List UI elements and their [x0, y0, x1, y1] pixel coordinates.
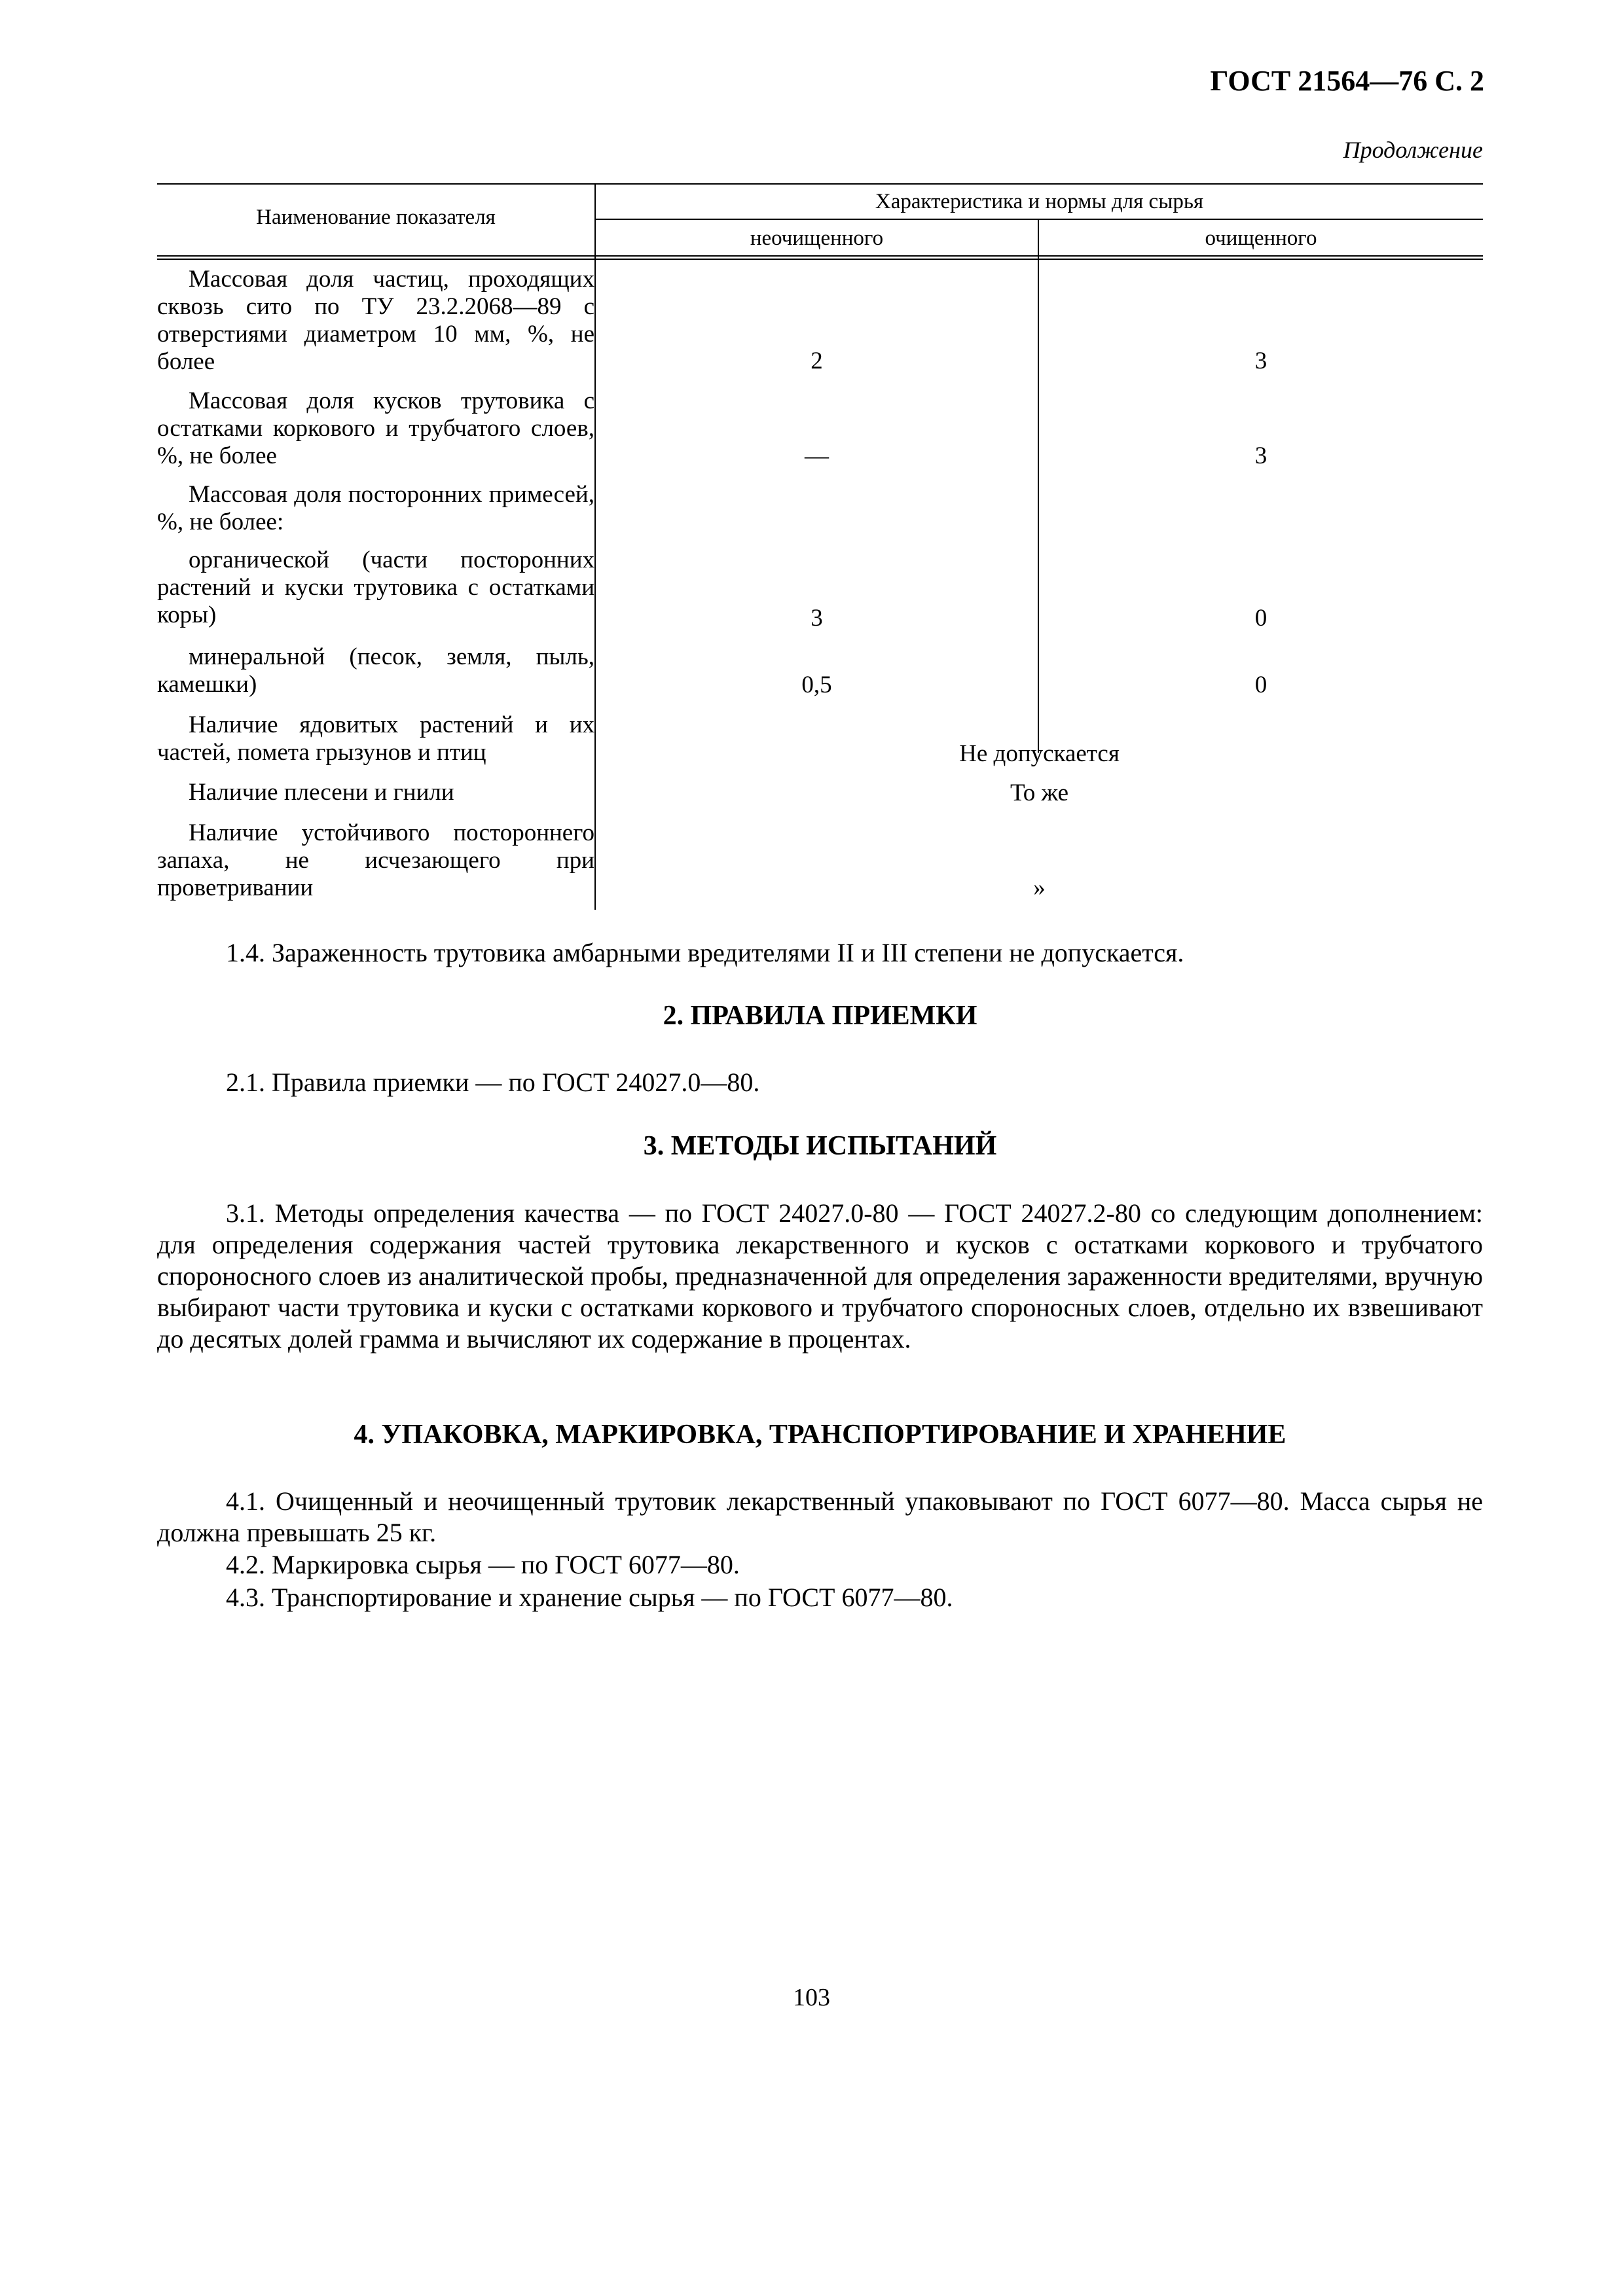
table-cell-raw: 0,5 [801, 672, 832, 698]
header-group-rule [596, 219, 1483, 220]
table-top-rule [157, 183, 1483, 185]
standard-reference: ГОСТ 21564—76 С. 2 [1210, 65, 1484, 97]
paragraph-2-1: 2.1. Правила приемки — по ГОСТ 24027.0—80. [226, 1067, 760, 1097]
norms-table [157, 183, 1483, 910]
table-cell-clean: 0 [1254, 605, 1267, 632]
table-cell-clean: 0 [1254, 672, 1267, 698]
table-cell-merged: Не допускается [959, 740, 1120, 767]
table-row-name: Наличие плесени и гнили [189, 779, 454, 806]
table-row-name: органической (части посторонних растений и куски трутовика с остатками коры) [157, 547, 594, 628]
section-heading-2: 2. ПРАВИЛА ПРИЕМКИ [663, 1001, 977, 1031]
table-cell-raw: 3 [811, 605, 823, 632]
header-bottom-rule [157, 255, 1483, 257]
header-bottom-rule-double [157, 259, 1483, 260]
header-group: Характеристика и нормы для сырья [875, 190, 1204, 213]
paragraph-3-1: 3.1. Методы определения качества — по ГОСТ 24027.0-80 — ГОСТ 24027.2-80 со следующим дополнением: для определения содержания частей трутовика лекарственного и кусков с остатками коркового и трубчатого спороносного слоев из аналитической пробы, предназначенной для определения зараженности вредителями, вручную выбирают части трутовика и куски с остатками коркового и трубчатого спороносных слоев, отдельно их взвешивают до десятых долей грамма и вычисляют их содержание в процентах. [157, 1198, 1483, 1354]
paragraph-1-4: 1.4. Зараженность трутовика амбарными вредителями II и III степени не допускается. [226, 938, 1184, 967]
table-cell-clean: 3 [1254, 442, 1267, 469]
header-clean-column: очищенного [1205, 226, 1317, 250]
table-row-name: минеральной (песок, земля, пыль, камешки) [157, 643, 594, 698]
table-row-name: Наличие устойчивого постороннего запаха, не исчезающего при проветривании [157, 819, 594, 901]
header-raw-column: неочищенного [750, 226, 884, 250]
table-cell-merged: » [1033, 874, 1046, 901]
table-row-name: Массовая доля посторонних примесей, %, не более: [157, 481, 594, 535]
table-cell-raw: — [805, 442, 829, 469]
table-cell-clean: 3 [1254, 348, 1267, 374]
paragraph-4-3: 4.3. Транспортирование и хранение сырья — по ГОСТ 6077—80. [226, 1583, 953, 1612]
paragraph-4-2: 4.2. Маркировка сырья — по ГОСТ 6077—80. [226, 1550, 740, 1579]
section-heading-4: 4. УПАКОВКА, МАРКИРОВКА, ТРАНСПОРТИРОВАНИЕ И ХРАНЕНИЕ [354, 1420, 1286, 1450]
section-heading-3: 3. МЕТОДЫ ИСПЫТАНИЙ [643, 1131, 997, 1161]
table-row-name: Наличие ядовитых растений и их частей, помета грызунов и птиц [157, 711, 594, 766]
table-cell-raw: 2 [811, 348, 823, 374]
table-row-name: Массовая доля частиц, проходящих сквозь сито по ТУ 23.2.2068—89 с отверстиями диаметром 10 мм, %, не более [157, 266, 594, 375]
table-cell-merged: То же [1010, 780, 1069, 806]
continuation-label: Продолжение [1343, 137, 1483, 163]
page-number: 103 [793, 1984, 830, 2011]
paragraph-4-1: 4.1. Очищенный и неочищенный трутовик лекарственный упаковывают по ГОСТ 6077—80. Масса сырья не должна превышать 25 кг. [157, 1486, 1483, 1547]
table-row-name: Массовая доля кусков трутовика с остатками коркового и трубчатого слоев, %, не более [157, 387, 594, 469]
header-name-column: Наименование показателя [256, 206, 496, 229]
